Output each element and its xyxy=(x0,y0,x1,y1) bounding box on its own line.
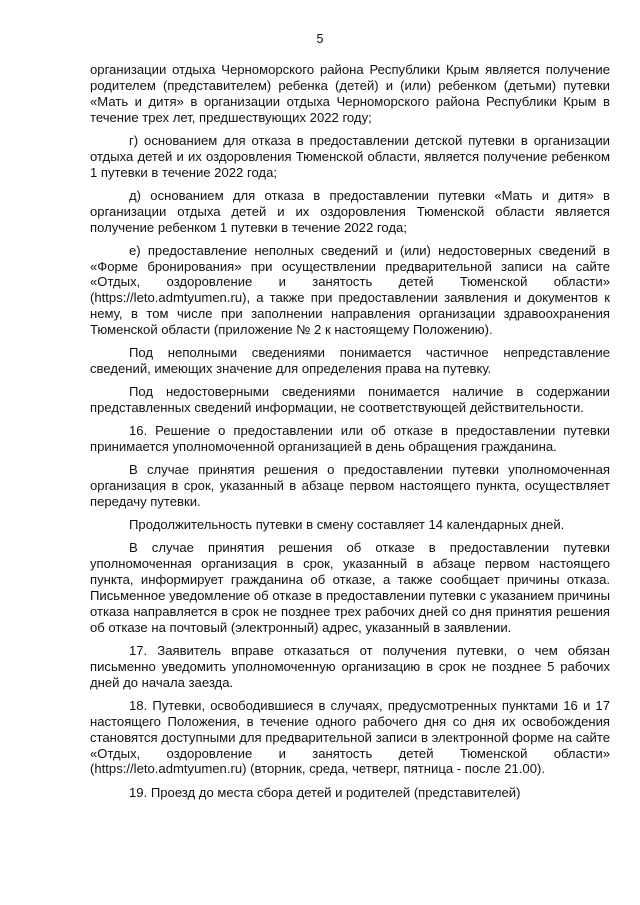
paragraph-clause-16: 16. Решение о предоставлении или об отказе в предоставлении путевки принимается уполномоченной организацией в день обращения гражданина. xyxy=(90,423,610,455)
paragraph-item-e: е) предоставление неполных сведений и (или) недостоверных сведений в «Форме бронирования» при осуществлении предварительной записи на сайте «Отдых, оздоровление и занятость детей Тюменской области» (https://leto.admtyumen.ru), а также при предоставлении заявления и документов к нему, в том числе при заполнении направления организации здравоохранения Тюменской области (приложение № 2 к настоящему Положению). xyxy=(90,242,610,338)
paragraph-clause-19: 19. Проезд до места сбора детей и родителей (представителей) xyxy=(129,784,521,800)
paragraph-voucher-duration: Продолжительность путевки в смену составляет 14 календарных дней. xyxy=(129,517,565,533)
paragraph-incomplete-info-definition: Под неполными сведениями понимается частичное непредставление сведений, имеющих значение для определения права на путевку. xyxy=(90,345,610,377)
document-body xyxy=(90,62,610,808)
paragraph-unreliable-info-definition: Под недостоверными сведениями понимается наличие в содержании представленных сведений информации, не соответствующей действительности. xyxy=(90,384,610,416)
paragraph-clause-17: 17. Заявитель вправе отказаться от получения путевки, о чем обязан письменно уведомить уполномоченную организацию в срок не позднее 5 рабочих дней до начала заезда. xyxy=(90,642,610,690)
paragraph-refusal-notice: В случае принятия решения об отказе в предоставлении путевки уполномоченная организация в срок, указанный в абзаце первом настоящего пункта, информирует гражданина об отказе, а также сообщает причины отказа. Письменное уведомление об отказе в предоставлении путевки с указанием причины отказа направляется в срок не позднее трех рабочих дней со дня принятия решения об отказе на почтовый (электронный) адрес, указанный в заявлении. xyxy=(90,540,610,635)
page-number: 5 xyxy=(316,32,324,46)
paragraph-voucher-transfer: В случае принятия решения о предоставлении путевки уполномоченная организация в срок, указанный в абзаце первом настоящего пункта, осуществляет передачу путевки. xyxy=(90,462,610,510)
paragraph-item-g: г) основанием для отказа в предоставлении детской путевки в организации отдыха детей и их оздоровления Тюменской области, является получение ребенком 1 путевки в течение 2022 года; xyxy=(90,132,610,180)
paragraph-clause-18: 18. Путевки, освободившиеся в случаях, предусмотренных пунктами 16 и 17 настоящего Положения, в течение одного рабочего дня со дня их освобождения становятся доступными для предварительной записи в электронной форме на сайте «Отдых, оздоровление и занятость детей Тюменской области» (https://leto.admtyumen.ru) (вторник, среда, четверг, пятница - после 21.00). xyxy=(90,697,610,777)
paragraph-item-d: д) основанием для отказа в предоставлении путевки «Мать и дитя» в организации отдыха детей и их оздоровления Тюменской области является получение ребенком 1 путевки в течение 2022 года; xyxy=(90,187,610,235)
paragraph-continuation: организации отдыха Черноморского района Республики Крым является получение родителем (представителем) ребенка (детей) и (или) ребенком (детьми) путевки «Мать и дитя» в организации отдыха Черноморского района Республики Крым в течение трех лет, предшествующих 2022 году; xyxy=(90,62,610,125)
